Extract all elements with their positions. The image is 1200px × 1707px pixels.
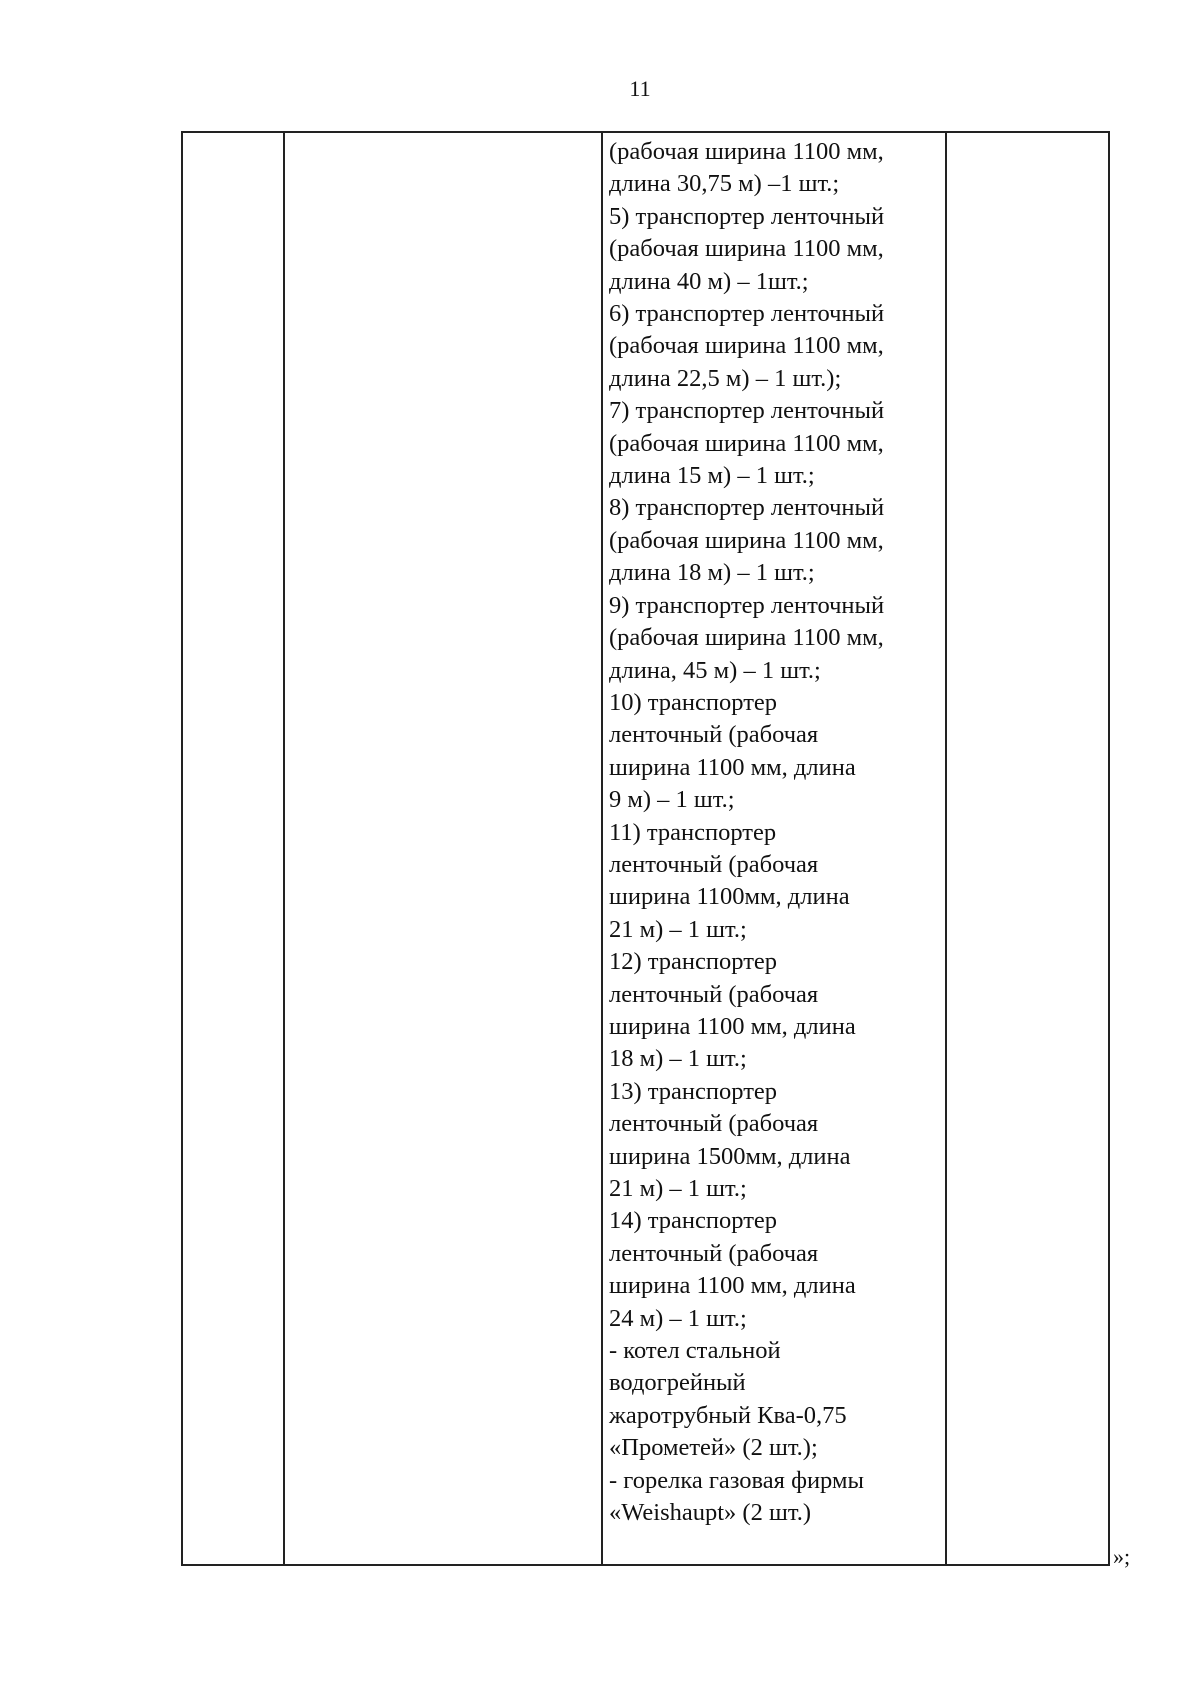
text-line: ширина 1500мм, длина [609,1142,851,1170]
text-line: ленточный (рабочая [609,850,819,878]
table-row [182,132,1109,1565]
table-cell-equipment-list [602,132,946,1565]
equipment-list [603,133,945,1529]
table-cell-1 [182,132,284,1565]
text-line: 24 м) – 1 шт.; [609,1304,747,1332]
text-line: 18 м) – 1 шт.; [609,1045,747,1073]
text-line: (рабочая ширина 1100 мм, [609,429,884,457]
text-line: «Прометей» (2 шт.); [609,1434,818,1462]
text-line: ленточный (рабочая [609,1110,819,1138]
text-line: длина 18 м) – 1 шт.; [609,559,815,587]
equipment-table [181,131,1110,1566]
text-line: 9 м) – 1 шт.; [609,786,735,814]
text-line: - горелка газовая фирмы [609,1466,864,1494]
table-cell-2 [284,132,602,1565]
text-line: 14) транспортер [609,1207,778,1235]
text-line: (рабочая ширина 1100 мм, [609,526,884,554]
text-line: ширина 1100 мм, длина [609,1272,856,1300]
text-line: 7) транспортер ленточный [609,397,885,425]
page-number: 11 [629,76,651,101]
text-line: 11) транспортер [609,818,777,846]
text-line: 21 м) – 1 шт.; [609,1175,747,1202]
text-line: длина, 45 м) – 1 шт.; [609,656,821,684]
text-line: жаротрубный Ква-0,75 [609,1401,847,1429]
text-line: «Weishaupt» (2 шт.) [609,1499,811,1527]
text-line: 6) транспортер ленточный [609,300,885,328]
text-line: ширина 1100мм, длина [609,883,850,911]
text-line: (рабочая ширина 1100 мм, [609,624,884,652]
text-line: 8) транспортер ленточный [609,494,885,522]
text-line: 12) транспортер [609,948,778,976]
text-line: 5) транспортер ленточный [609,202,885,230]
text-line: ширина 1100 мм, длина [609,753,856,781]
text-line: 13) транспортер [609,1077,778,1105]
text-line: водогрейный [609,1369,746,1397]
text-line: (рабочая ширина 1100 мм, [609,235,884,263]
text-line: длина 15 м) – 1 шт.; [609,462,815,490]
text-line: 21 м) – 1 шт.; [609,915,747,943]
table-cell-4 [946,132,1109,1565]
text-line: (рабочая ширина 1100 мм, [609,138,884,165]
text-line: ленточный (рабочая [609,980,819,1008]
text-line: длина 40 м) – 1шт.; [609,267,809,295]
text-line: длина 22,5 м) – 1 шт.); [609,364,842,392]
text-line: 9) транспортер ленточный [609,591,885,619]
closing-quote: »; [1113,1544,1131,1569]
text-line: 10) транспортер [609,688,778,716]
text-line: ленточный (рабочая [609,721,819,749]
text-line: - котел стальной [609,1337,781,1365]
text-line: длина 30,75 м) –1 шт.; [609,170,840,198]
text-line: ширина 1100 мм, длина [609,1012,856,1040]
text-line: ленточный (рабочая [609,1239,819,1267]
text-line: (рабочая ширина 1100 мм, [609,332,884,360]
